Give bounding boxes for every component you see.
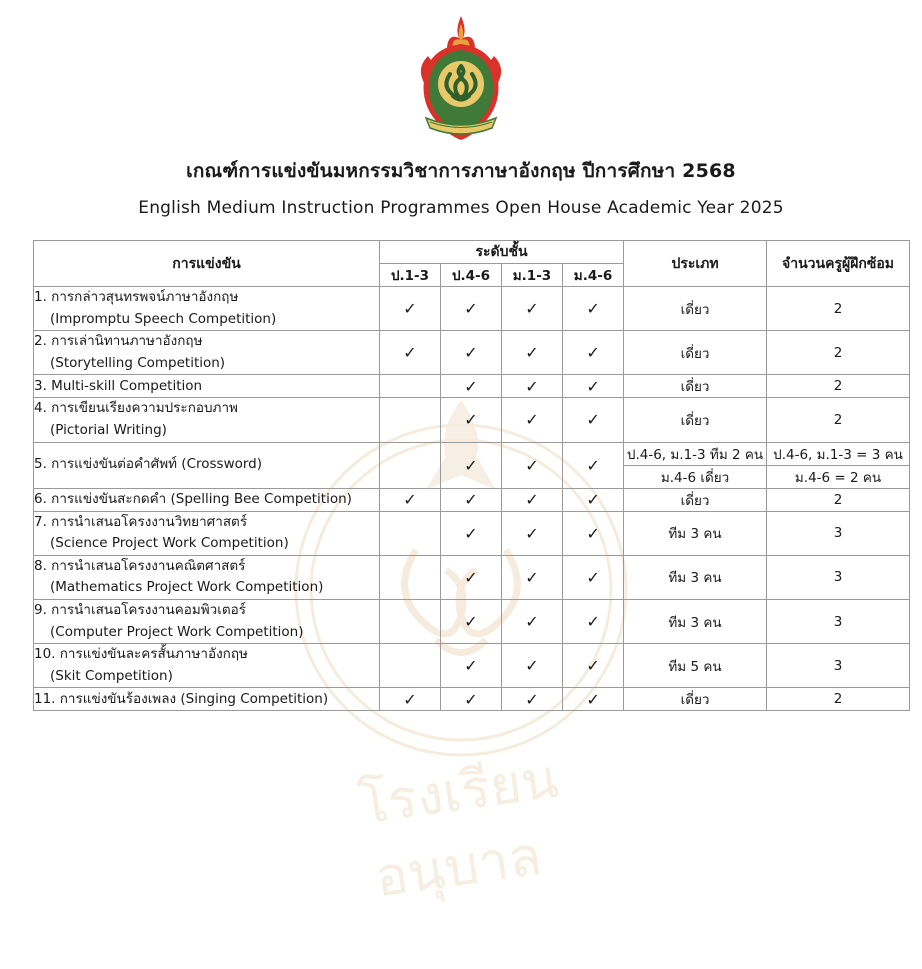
level-check-m13 xyxy=(502,398,563,442)
table-row xyxy=(34,688,910,711)
level-check-m13 xyxy=(502,442,563,488)
level-check-p46 xyxy=(441,398,502,442)
competition-name-line1: 3. Multi-skill Competition xyxy=(34,377,203,394)
level-check-m46 xyxy=(563,331,624,375)
competition-name-line1: 11. การแข่งขันร้องเพลง (Singing Competition) xyxy=(34,690,329,707)
level-check-m13 xyxy=(502,688,563,711)
teachers-cell: ม.4-6 = 2 คน xyxy=(767,465,910,488)
check-icon: ✓ xyxy=(525,490,539,510)
type-cell: เดี่ยว xyxy=(624,331,767,375)
check-icon: ✓ xyxy=(525,343,539,363)
check-icon: ✓ xyxy=(586,656,600,676)
level-check-p46 xyxy=(441,599,502,643)
competition-criteria-table xyxy=(33,240,910,711)
level-check-m13 xyxy=(502,287,563,331)
level-check-p13 xyxy=(380,331,441,375)
check-icon: ✓ xyxy=(464,612,478,632)
table-row xyxy=(34,555,910,599)
level-check-m46 xyxy=(563,599,624,643)
header-level-p13: ป.1-3 xyxy=(380,264,441,287)
header-teachers: จำนวนครูผู้ฝึกซ้อม xyxy=(767,241,910,287)
check-icon: ✓ xyxy=(525,689,539,709)
competition-name-line1: 9. การนำเสนอโครงงานคอมพิวเตอร์ xyxy=(34,601,246,618)
check-icon: ✓ xyxy=(464,567,478,587)
teachers-cell: 3 xyxy=(767,555,910,599)
level-check-m13 xyxy=(502,599,563,643)
check-icon: ✓ xyxy=(525,410,539,430)
competition-name-cell xyxy=(34,599,380,643)
level-check-m46 xyxy=(563,688,624,711)
check-icon: ✓ xyxy=(586,455,600,475)
table-row xyxy=(34,287,910,331)
check-icon: ✓ xyxy=(464,523,478,543)
check-icon: ✓ xyxy=(464,410,478,430)
level-check-p46 xyxy=(441,287,502,331)
level-check-p46 xyxy=(441,488,502,511)
level-check-m46 xyxy=(563,375,624,398)
competition-name-cell xyxy=(34,488,380,511)
check-icon: ✓ xyxy=(586,523,600,543)
level-check-p46 xyxy=(441,375,502,398)
type-cell: ทีม 3 คน xyxy=(624,511,767,555)
competition-table-container xyxy=(33,240,903,711)
teachers-cell: 2 xyxy=(767,287,910,331)
level-check-p13 xyxy=(380,555,441,599)
teachers-cell: 3 xyxy=(767,644,910,688)
header-level-group: ระดับชั้น xyxy=(380,241,624,264)
check-icon: ✓ xyxy=(525,523,539,543)
level-check-p13 xyxy=(380,511,441,555)
competition-name-cell xyxy=(34,331,380,375)
level-check-p13 xyxy=(380,287,441,331)
level-check-m46 xyxy=(563,287,624,331)
check-icon: ✓ xyxy=(464,376,478,396)
table-row xyxy=(34,644,910,688)
level-check-p46 xyxy=(441,442,502,488)
check-icon: ✓ xyxy=(586,299,600,319)
header-level-p46: ป.4-6 xyxy=(441,264,502,287)
emblem-container xyxy=(0,0,922,142)
level-check-p46 xyxy=(441,555,502,599)
competition-name-cell xyxy=(34,555,380,599)
type-cell: ป.4-6, ม.1-3 ทีม 2 คน xyxy=(624,442,767,465)
competition-name-line2: (Impromptu Speech Competition) xyxy=(50,310,277,327)
level-check-p13 xyxy=(380,398,441,442)
table-body xyxy=(34,287,910,711)
type-cell: ม.4-6 เดี่ยว xyxy=(624,465,767,488)
level-check-m13 xyxy=(502,488,563,511)
competition-name-line2: (Mathematics Project Work Competition) xyxy=(50,579,324,596)
table-row xyxy=(34,599,910,643)
svg-text:โรงเรียน: โรงเรียน xyxy=(354,746,563,837)
document-title-english: English Medium Instruction Programmes Open House Academic Year 2025 xyxy=(138,198,784,218)
type-cell: เดี่ยว xyxy=(624,398,767,442)
check-icon: ✓ xyxy=(586,410,600,430)
check-icon: ✓ xyxy=(403,299,417,319)
level-check-p46 xyxy=(441,688,502,711)
teachers-cell: 2 xyxy=(767,398,910,442)
svg-text:อนุบาล: อนุบาล xyxy=(371,823,546,910)
table-row xyxy=(34,511,910,555)
table-row xyxy=(34,488,910,511)
type-cell: เดี่ยว xyxy=(624,488,767,511)
competition-name-line1: 7. การนำเสนอโครงงานวิทยาศาสตร์ xyxy=(34,513,248,530)
level-check-m46 xyxy=(563,511,624,555)
level-check-m46 xyxy=(563,488,624,511)
competition-name-cell xyxy=(34,442,380,488)
check-icon: ✓ xyxy=(464,299,478,319)
level-check-m46 xyxy=(563,442,624,488)
check-icon: ✓ xyxy=(586,612,600,632)
competition-name-line1: 10. การแข่งขันละครสั้นภาษาอังกฤษ xyxy=(34,646,248,663)
level-check-m13 xyxy=(502,375,563,398)
type-cell: เดี่ยว xyxy=(624,287,767,331)
competition-name-cell xyxy=(34,511,380,555)
competition-name-line1: 2. การเล่านิทานภาษาอังกฤษ xyxy=(34,333,203,350)
table-row xyxy=(34,398,910,442)
level-check-p13 xyxy=(380,644,441,688)
check-icon: ✓ xyxy=(525,299,539,319)
level-check-m13 xyxy=(502,331,563,375)
level-check-p46 xyxy=(441,331,502,375)
check-icon: ✓ xyxy=(403,689,417,709)
type-cell: ทีม 3 คน xyxy=(624,555,767,599)
teachers-cell: 2 xyxy=(767,375,910,398)
header-level-m46: ม.4-6 xyxy=(563,264,624,287)
competition-name-cell xyxy=(34,287,380,331)
teachers-cell: 3 xyxy=(767,599,910,643)
level-check-p13 xyxy=(380,442,441,488)
level-check-p13 xyxy=(380,375,441,398)
competition-name-cell xyxy=(34,375,380,398)
competition-name-cell xyxy=(34,688,380,711)
check-icon: ✓ xyxy=(525,612,539,632)
check-icon: ✓ xyxy=(586,490,600,510)
competition-name-cell xyxy=(34,644,380,688)
check-icon: ✓ xyxy=(525,376,539,396)
competition-name-cell xyxy=(34,398,380,442)
header-competition: การแข่งขัน xyxy=(34,241,380,287)
garuda-school-emblem-icon xyxy=(406,14,516,142)
check-icon: ✓ xyxy=(586,343,600,363)
competition-name-line2: (Skit Competition) xyxy=(50,667,173,684)
level-check-m13 xyxy=(502,511,563,555)
check-icon: ✓ xyxy=(464,455,478,475)
teachers-cell: 2 xyxy=(767,688,910,711)
teachers-cell: 2 xyxy=(767,331,910,375)
competition-name-line2: (Computer Project Work Competition) xyxy=(50,623,304,640)
table-header-row-1 xyxy=(34,241,910,264)
type-cell: ทีม 3 คน xyxy=(624,599,767,643)
level-check-m13 xyxy=(502,644,563,688)
competition-name-line1: 4. การเขียนเรียงความประกอบภาพ xyxy=(34,400,238,417)
check-icon: ✓ xyxy=(586,376,600,396)
level-check-m46 xyxy=(563,398,624,442)
teachers-cell: ป.4-6, ม.1-3 = 3 คน xyxy=(767,442,910,465)
level-check-p13 xyxy=(380,488,441,511)
competition-name-line2: (Storytelling Competition) xyxy=(50,354,226,371)
level-check-m13 xyxy=(502,555,563,599)
check-icon: ✓ xyxy=(403,343,417,363)
check-icon: ✓ xyxy=(464,689,478,709)
check-icon: ✓ xyxy=(464,343,478,363)
check-icon: ✓ xyxy=(586,689,600,709)
check-icon: ✓ xyxy=(403,490,417,510)
level-check-p46 xyxy=(441,511,502,555)
check-icon: ✓ xyxy=(464,656,478,676)
type-cell: เดี่ยว xyxy=(624,375,767,398)
level-check-p13 xyxy=(380,599,441,643)
header-type: ประเภท xyxy=(624,241,767,287)
level-check-p46 xyxy=(441,644,502,688)
competition-name-line1: 8. การนำเสนอโครงงานคณิตศาสตร์ xyxy=(34,557,246,574)
competition-name-line2: (Pictorial Writing) xyxy=(50,421,167,438)
header-level-m13: ม.1-3 xyxy=(502,264,563,287)
level-check-p13 xyxy=(380,688,441,711)
check-icon: ✓ xyxy=(464,490,478,510)
table-row xyxy=(34,331,910,375)
competition-name-line1: 1. การกล่าวสุนทรพจน์ภาษาอังกฤษ xyxy=(34,289,239,305)
competition-name-line1: 6. การแข่งขันสะกดคำ (Spelling Bee Competition) xyxy=(34,490,352,507)
competition-name-line2: (Science Project Work Competition) xyxy=(50,535,289,552)
teachers-cell: 3 xyxy=(767,511,910,555)
document-title-thai: เกณฑ์การแข่งขันมหกรรมวิชาการภาษาอังกฤษ ปีการศึกษา 2568 xyxy=(186,160,736,182)
competition-name-line1: 5. การแข่งขันต่อคำศัพท์ (Crossword) xyxy=(34,456,263,473)
check-icon: ✓ xyxy=(586,567,600,587)
check-icon: ✓ xyxy=(525,567,539,587)
level-check-m46 xyxy=(563,644,624,688)
type-cell: เดี่ยว xyxy=(624,688,767,711)
level-check-m46 xyxy=(563,555,624,599)
table-row xyxy=(34,375,910,398)
teachers-cell: 2 xyxy=(767,488,910,511)
type-cell: ทีม 5 คน xyxy=(624,644,767,688)
table-row xyxy=(34,442,910,465)
check-icon: ✓ xyxy=(525,656,539,676)
check-icon: ✓ xyxy=(525,455,539,475)
